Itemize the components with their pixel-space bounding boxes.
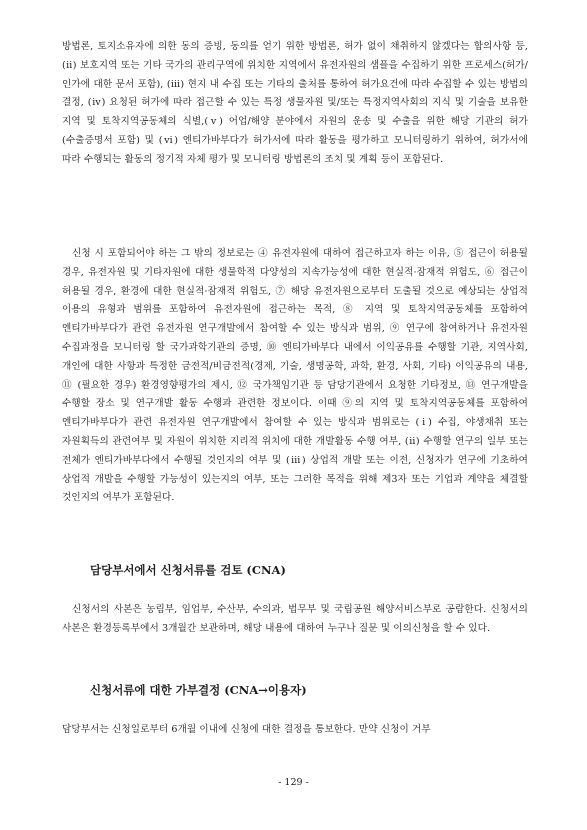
paragraph-application-copies: 신청서의 사본은 농림부, 임업부, 수산부, 수의과, 법무부 및 국립공원 해양서비스부로 공람한다. 신청서의 사본은 환경등록부에서 3개월간 보관하며, 해당 내용에 대하여 누구나 질문 및 이의신청을 할 수 있다. — [62, 604, 528, 634]
paragraph-application-information: 신청 시 포함되어야 하는 그 밖의 정보로는 ④ 유전자원에 대하여 접근하고자 하는 이유, ⑤ 접근이 허용될 경우, 유전자원 및 기타자원에 대한 생물학적 다양성의 지속가능성에 대한 현실적·잠재적 위험도, ⑥ 접근이 허용될 경우, 환경에 대한 현실적·잠재적 위험도, ⑦ 해당 유전자원으로부터 도출될 것으로 예상되는 상업적 이용의 유형과 범위를 포함하여 유전자원에 접근하는 목적, ⑧ 지역 및 토착지역공동체를 포함하여 엔티가바부다가 관련 유전자원 연구개발에서 참여할 수 있는 방식과 범위, ⑨ 연구에 참여하거나 유전자원 수집과정을 모니터링 할 국가과학기관의 증명, ⑩ 엔티가바부다 내에서 이익공유를 수행할 기관, 지역사회, 개인에 대한 사항과 특정한 금전적/비금전적(경제, 기술, 생명공학, 과학, 환경, 사회, 기타) 이익공유의 내용, ⑪ (필요한 경우) 환경영향평가의 제시, ⑫ 국가책임기관 등 담당기관에서 요청한 기타정보, ⑬ 연구개발을 수행할 장소 및 연구개발 활동 수행과 관련한 정보이다. 이때 ⑨의 지역 및 토착지역공동체를 포함하여 엔티가바부다가 관련 유전자원 연구개발에서 참여할 수 있는 방식과 범위로는 (ⅰ) 수집, 야생채취 또는 자원획득의 관련여부 및 자원이 위치한 지리적 위치에 대한 개발활동 수행 여부, (ⅱ) 수행할 연구의 일부 또는 전체가 엔티가바부다에서 수행될 것인지의 여부 및 (ⅲ) 상업적 개발 또는 이전, 신청자가 연구에 기초하여 상업적 개발을 수행할 가능성이 있는지의 여부, 또는 그러한 목적을 위해 제3자 또는 기업과 계약을 체결할 것인지의 여부가 포함된다. — [62, 248, 528, 504]
paragraph-decision-notice: 담당부서는 신청일로부터 6개월 이내에 신청에 대한 결정을 통보한다. 만약 신청이 거부 — [62, 724, 431, 735]
section-heading-cna-review: 담당부서에서 신청서류를 검토 (CNA) — [90, 563, 286, 577]
page-number: - 129 - — [278, 777, 309, 788]
section-heading-decision: 신청서류에 대한 가부결정 (CNA→이용자) — [90, 683, 307, 697]
paragraph-methodology-continued: 방법론, 토지소유자에 의한 동의 증빙, 동의를 얻기 위한 방법론, 허가 없이 채취하지 않겠다는 합의사항 등, (ⅱ) 보호지역 또는 기타 국가의 관리구역에 위치한 지역에서 유전자원의 샘플을 수집하기 위한 프로세스(허가/인가에 대한 문서 포함), (ⅲ) 현지 내 수집 또는 기타의 출처를 통하여 허가요건에 따라 수집할 수 있는 방법의 결정, (ⅳ) 요청된 허가에 따라 접근할 수 있는 특정 생물자원 및/또는 특정지역사회의 지식 및 기술을 보유한 지역 및 토착지역공동체의 식별,(ⅴ) 어업/해양 분야에서 자원의 운송 및 수출을 위한 해당 기관의 허가(수출증명서 포함) 및 (ⅵ) 엔티가바부다가 허가서에 따라 활동을 평가하고 모니터링하기 위하여, 허가서에 따라 수행되는 활동의 정기적 자체 평가 및 모니터링 방법론의 조치 및 계획 등이 포함된다. — [62, 41, 528, 165]
